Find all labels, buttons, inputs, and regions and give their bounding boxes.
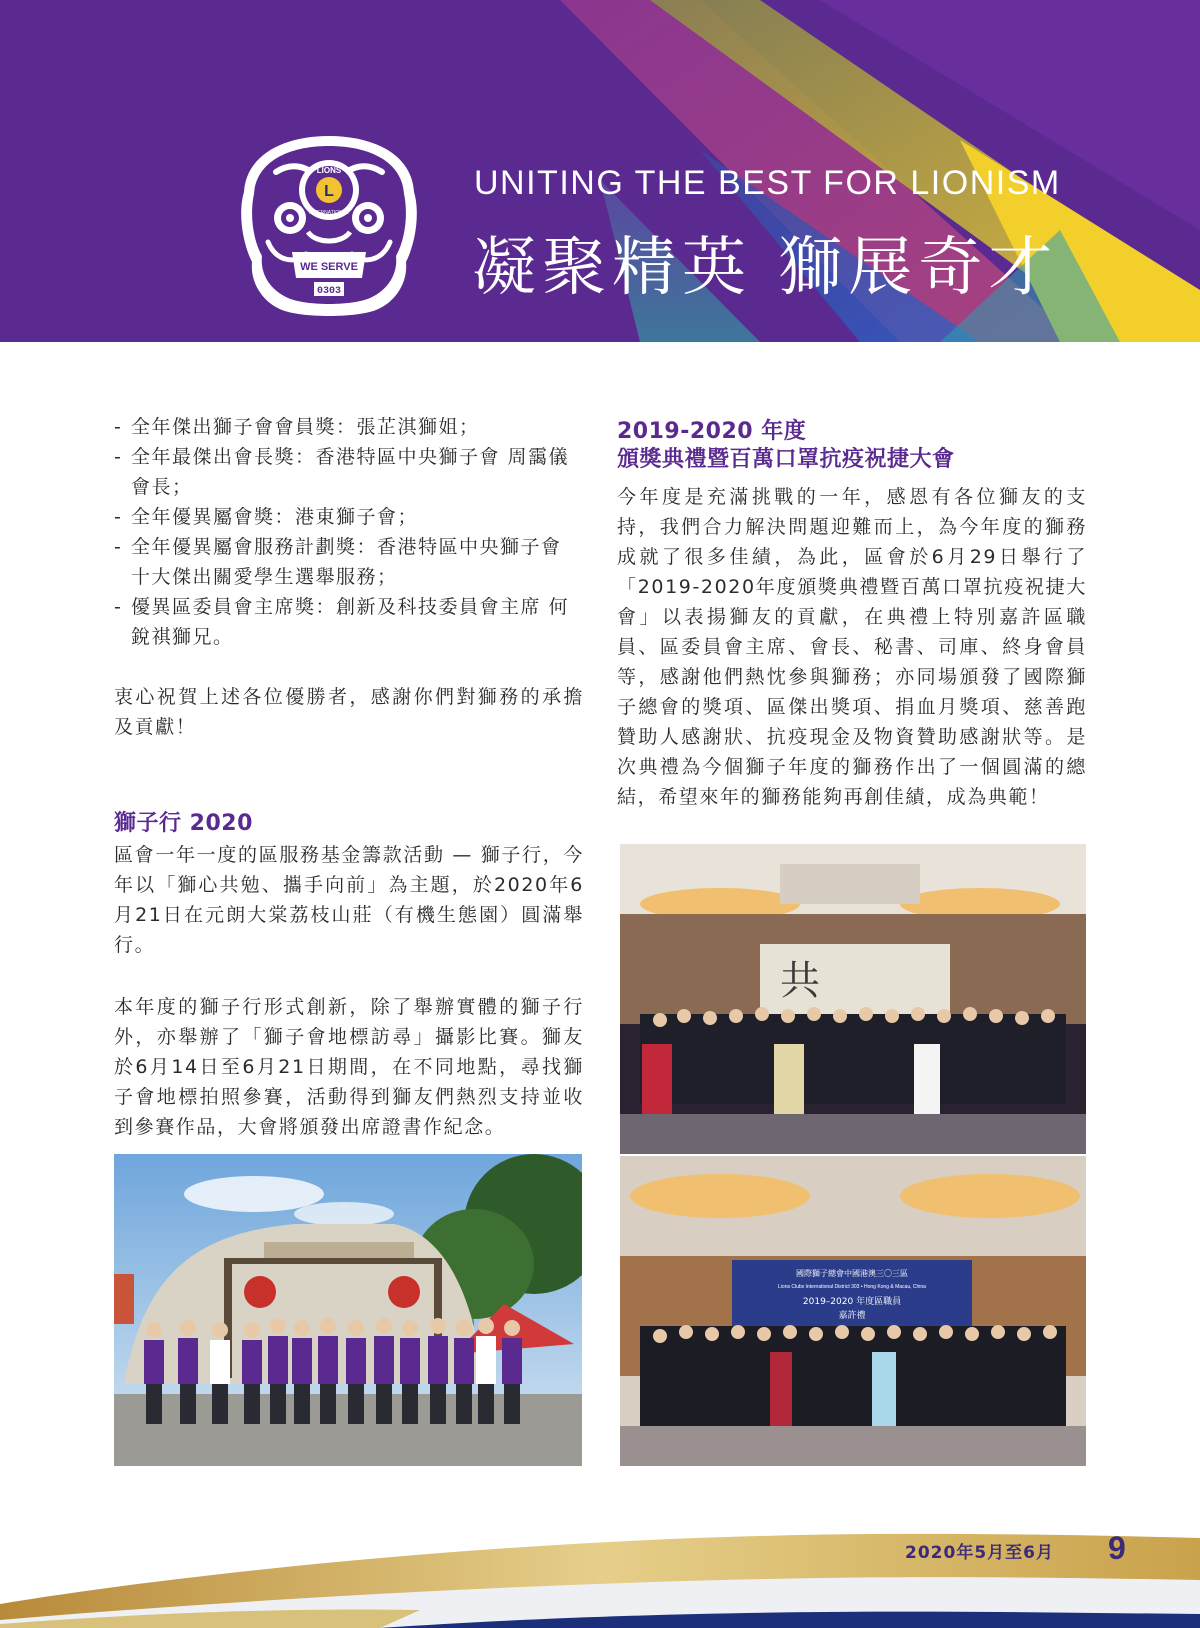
lion-walk-paragraph-2: 本年度的獅子行形式創新，除了舉辦實體的獅子行外，亦舉辦了「獅子會地標訪尋」攝影比賽。獅友於6月14日至6月21日期間，在不同地點，尋找獅子會地標拍照參賽，活動得到獅友們熱烈支持並收到參賽作品，大會將頒發出席證書作紀念。 <box>114 996 584 1138</box>
lion-walk-heading: 獅子行 2020 <box>114 811 253 836</box>
banner-title-en: UNITING THE BEST FOR LIONISM <box>474 164 1061 202</box>
svg-text:2019–2020 年度區職員: 2019–2020 年度區職員 <box>802 1297 902 1307</box>
svg-text:國際獅子總會中國港澳三〇三區: 國際獅子總會中國港澳三〇三區 <box>796 1269 908 1278</box>
svg-text:0303: 0303 <box>316 286 342 297</box>
gala-heading <box>617 418 1087 474</box>
congrats-paragraph: 衷心祝賀上述各位優勝者，感謝你們對獅務的承擔及貢獻！ <box>114 686 584 738</box>
gala-heading-line1: 2019-2020 年度 <box>617 419 807 444</box>
gala-paragraph: 今年度是充滿挑戰的一年，感恩有各位獅友的支持，我們合力解決問題迎難而上，為今年度的獅務成就了很多佳績，為此，區會於6月29日舉行了「2019-2020年度頒獎典禮暨百萬口罩抗疫祝捷大會」以表揚獅友的貢獻，在典禮上特別嘉許區職員、區委員會主席、會長、秘書、司庫、終身會員等，感謝他們熱忱參與獅務；亦同場頒發了國際獅子總會的獎項、區傑出獎項、捐血月獎項、慈善跑贊助人感謝狀、抗疫現金及物資贊助感謝狀等。是次典禮為今個獅子年度的獅務作出了一個圓滿的總結，希望來年的獅務能夠再創佳績，成為典範！ <box>617 486 1087 808</box>
page-number: 9 <box>1108 1530 1126 1566</box>
award-item: - 全年最傑出會長獎：香港特區中央獅子會 周靄儀會長； <box>114 446 570 498</box>
svg-text:嘉許禮: 嘉許禮 <box>838 1311 866 1321</box>
award-item: - 優異區委員會主席獎：創新及科技委員會主席 何銳祺獅兄。 <box>114 596 570 648</box>
lion-walk-photo <box>114 1154 582 1466</box>
svg-text:INTERNATIONAL: INTERNATIONAL <box>309 210 349 216</box>
footer-date: 2020年5月至6月 <box>905 1543 1054 1563</box>
svg-text:WE SERVE: WE SERVE <box>300 261 358 273</box>
svg-text:Lions Clubs International Dist: Lions Clubs International District 303 • Hong Kong & Macau, China <box>778 1284 926 1290</box>
gala-awardees-photo <box>620 1156 1086 1466</box>
svg-text:LIONS: LIONS <box>316 166 342 175</box>
svg-text:共: 共 <box>780 958 820 1004</box>
svg-text:L: L <box>324 183 334 200</box>
award-item: - 全年傑出獅子會會員獎：張芷淇獅姐； <box>114 416 480 438</box>
left-column <box>114 412 584 742</box>
banner-title-zh: 凝聚精英 獅展奇才 <box>472 231 1059 305</box>
gala-heading-line2: 頒獎典禮暨百萬口罩抗疫祝捷大會 <box>617 447 955 472</box>
lions-logo <box>236 132 422 322</box>
gala-group-photo <box>620 844 1086 1154</box>
award-item: - 全年優異屬會服務計劃獎：香港特區中央獅子會 十大傑出關愛學生選舉服務； <box>114 536 562 588</box>
award-item: - 全年優異屬會獎：港東獅子會； <box>114 506 419 528</box>
awards-list <box>114 412 584 652</box>
lion-walk-paragraph-1: 區會一年一度的區服務基金籌款活動 — 獅子行，今年以「獅心共勉、攜手向前」為主題，於2020年6月21日在元朗大棠荔枝山莊（有機生態園）圓滿舉行。 <box>114 844 584 956</box>
header-banner <box>0 0 1200 342</box>
